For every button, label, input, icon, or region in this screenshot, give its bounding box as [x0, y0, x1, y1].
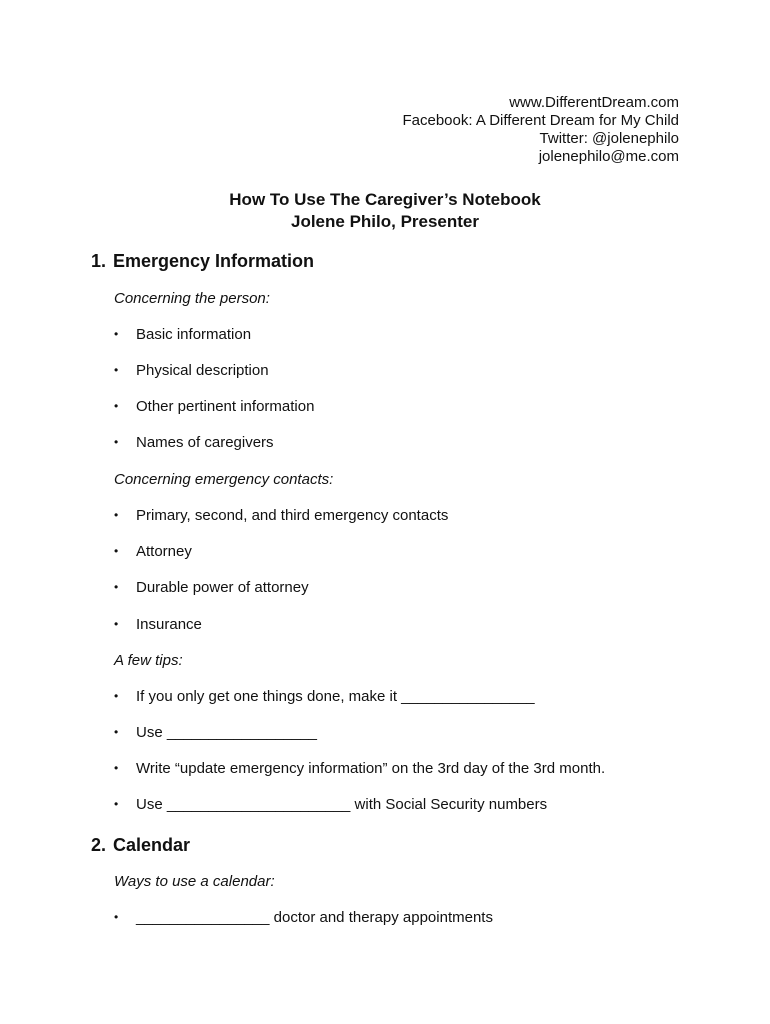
bullet-icon: •	[114, 797, 119, 811]
bullet-icon: •	[114, 363, 119, 377]
bullet-icon: •	[114, 725, 119, 739]
list-item: • Basic information	[114, 326, 252, 343]
subheading-few-tips: A few tips:	[114, 652, 183, 669]
list-item: • Other pertinent information	[114, 398, 315, 415]
section-title: Calendar	[113, 835, 191, 855]
bullet-icon: •	[114, 327, 119, 341]
section-number: 2.	[91, 835, 107, 855]
list-item: • Physical description	[114, 362, 269, 379]
bullet-icon: •	[114, 910, 119, 924]
bullet-icon: •	[114, 617, 119, 631]
list-item: • If you only get one things done, make it ________________	[114, 688, 535, 705]
bullet-icon: •	[114, 508, 119, 522]
document-title: How To Use The Caregiver’s Notebook	[229, 190, 541, 209]
section-title: Emergency Information	[113, 251, 315, 271]
list-item: • Write “update emergency information” on the 3rd day of the 3rd month.	[114, 760, 606, 777]
section-heading-calendar	[91, 835, 190, 856]
list-item: • ________________ doctor and therapy appointments	[114, 909, 493, 926]
list-item: • Use ______________________ with Social Security numbers	[114, 796, 548, 813]
twitter-text: Twitter: @jolenephilo	[539, 130, 679, 147]
website-text: www.DifferentDream.com	[509, 94, 679, 111]
section-heading-emergency	[91, 251, 314, 272]
email-text: jolenephilo@me.com	[538, 148, 679, 165]
subheading-ways-calendar: Ways to use a calendar:	[114, 873, 275, 890]
list-item: • Use __________________	[114, 724, 318, 741]
bullet-icon: •	[114, 435, 119, 449]
list-item: • Attorney	[114, 543, 192, 560]
list-item: • Names of caregivers	[114, 434, 274, 451]
list-item: • Primary, second, and third emergency contacts	[114, 507, 449, 524]
bullet-icon: •	[114, 399, 119, 413]
bullet-icon: •	[114, 761, 119, 775]
bullet-icon: •	[114, 544, 119, 558]
subheading-emergency-contacts: Concerning emergency contacts:	[114, 471, 334, 488]
bullet-icon: •	[114, 689, 119, 703]
bullet-icon: •	[114, 580, 119, 594]
list-item: • Insurance	[114, 616, 202, 633]
list-item: • Durable power of attorney	[114, 579, 309, 596]
title-block	[0, 189, 770, 233]
contact-block	[402, 94, 679, 166]
facebook-text: Facebook: A Different Dream for My Child	[402, 112, 679, 129]
section-number: 1.	[91, 251, 107, 271]
presenter-line: Jolene Philo, Presenter	[290, 212, 479, 231]
subheading-concerning-person: Concerning the person:	[114, 290, 270, 307]
